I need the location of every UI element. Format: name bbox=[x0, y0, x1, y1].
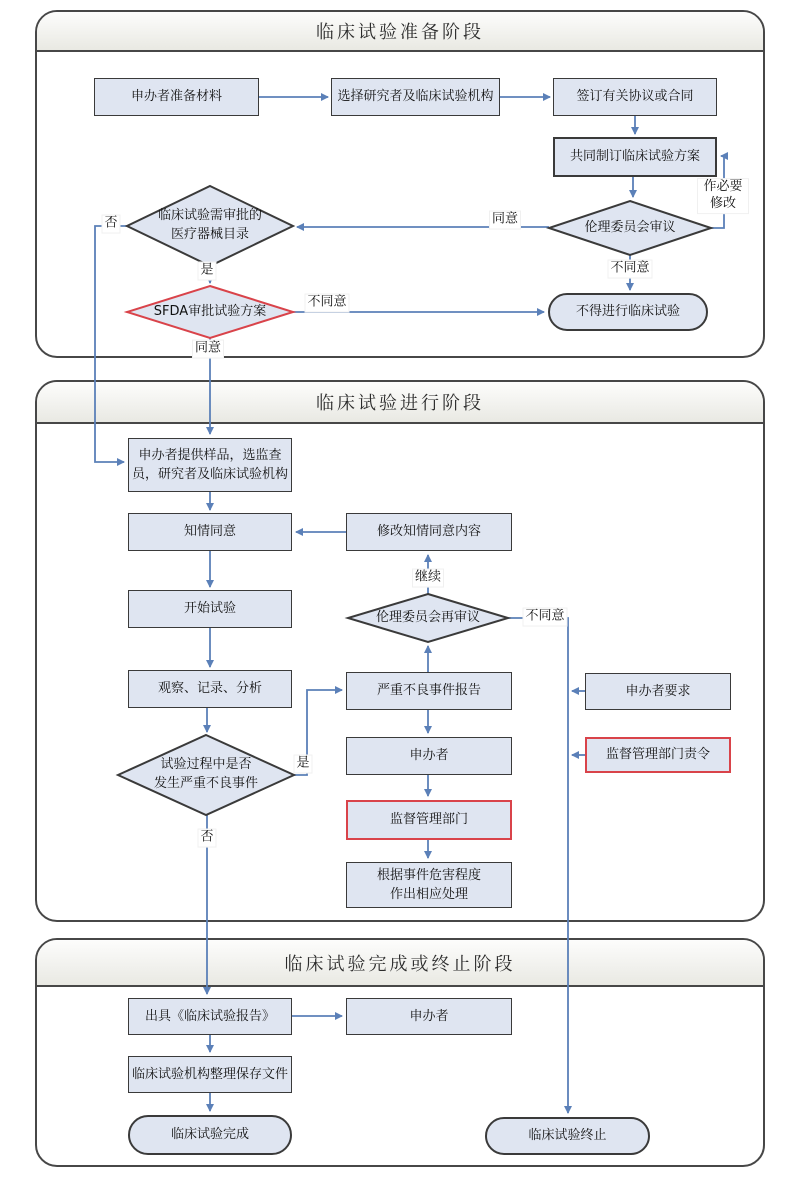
node-sae-report bbox=[346, 672, 512, 710]
node-sign-agreement-label: 签订有关协议或合同 bbox=[576, 89, 694, 105]
sponsor-mid-label: 申办者 bbox=[409, 748, 449, 764]
node-supervision-dept bbox=[346, 800, 512, 840]
sfda-approval-label: SFDA审批试验方案 bbox=[153, 303, 267, 319]
node-start-trial bbox=[128, 590, 292, 628]
make-changes-line1: 作必要 bbox=[703, 179, 743, 195]
diamond-catalog-decision bbox=[127, 186, 293, 266]
edge-label-ethics-agree: 同意 bbox=[489, 211, 521, 230]
node-sponsor-request bbox=[585, 673, 731, 710]
edge-label-adverse-yes: 是 bbox=[293, 755, 312, 774]
node-sponsor-mid bbox=[346, 737, 512, 775]
node-prepare-materials bbox=[94, 78, 259, 116]
diamond-ethics-rereview bbox=[348, 594, 508, 642]
supervision-order-label: 监督管理部门责令 bbox=[605, 747, 710, 763]
node-supervision-order bbox=[585, 737, 731, 773]
node-trial-complete bbox=[128, 1115, 292, 1155]
adverse-decision-line1: 试验过程中是否 bbox=[160, 757, 252, 773]
connector-catalog-no-to-samples bbox=[95, 226, 127, 462]
provide-samples-line2: 员，研究者及临床试验机构 bbox=[131, 467, 288, 482]
node-modify-consent bbox=[346, 513, 512, 551]
sponsor-final-label: 申办者 bbox=[409, 1008, 449, 1024]
edge-label-ethics-disagree: 不同意 bbox=[607, 260, 652, 279]
edge-label-rereview-disagree: 不同意 bbox=[522, 608, 567, 627]
node-handle-event bbox=[346, 862, 512, 908]
section-final-title: 临床试验完成或终止阶段 bbox=[284, 953, 516, 975]
diamond-ethics-review bbox=[549, 201, 711, 255]
node-provide-samples bbox=[128, 438, 292, 492]
edge-label-catalog-no: 否 bbox=[101, 215, 120, 234]
catalog-decision-line2: 医疗器械目录 bbox=[170, 227, 249, 242]
node-no-trial-label: 不得进行临床试验 bbox=[575, 304, 680, 320]
make-changes-line2: 修改 bbox=[709, 196, 736, 211]
node-trial-terminate bbox=[485, 1117, 650, 1155]
ethics-review-label: 伦理委员会审议 bbox=[584, 219, 676, 235]
edge-label-adverse-no: 否 bbox=[197, 829, 216, 848]
edge-label-sfda-agree: 同意 bbox=[192, 340, 224, 359]
catalog-decision-line1: 临床试验需审批的 bbox=[157, 208, 262, 224]
observe-record-label: 观察、记录、分析 bbox=[157, 681, 262, 697]
node-issue-report bbox=[128, 998, 292, 1035]
provide-samples-line1: 申办者提供样品，选监查 bbox=[138, 447, 282, 463]
node-sponsor-final bbox=[346, 998, 512, 1035]
archive-files-label: 临床试验机构整理保存文件 bbox=[131, 1066, 288, 1082]
node-informed-consent bbox=[128, 513, 292, 551]
sponsor-request-label: 申办者要求 bbox=[625, 683, 691, 699]
connector-rereview-disagree-to-terminate bbox=[508, 618, 568, 1113]
issue-report-label: 出具《临床试验报告》 bbox=[144, 1008, 275, 1024]
edge-label-continue: 继续 bbox=[412, 569, 444, 588]
ethics-rereview-label: 伦理委员会再审议 bbox=[375, 609, 480, 625]
node-draft-protocol-label: 共同制订临床试验方案 bbox=[569, 149, 700, 165]
node-select-researcher bbox=[331, 78, 500, 116]
adverse-decision-line2: 发生严重不良事件 bbox=[153, 776, 258, 791]
node-draft-protocol bbox=[553, 137, 717, 177]
diamond-sfda-approval bbox=[127, 286, 293, 338]
edge-label-make-changes bbox=[697, 178, 749, 214]
sae-report-label: 严重不良事件报告 bbox=[376, 683, 481, 699]
edge-label-sfda-disagree: 不同意 bbox=[304, 294, 349, 313]
trial-complete-label: 临床试验完成 bbox=[170, 1127, 249, 1143]
node-select-researcher-label: 选择研究者及临床试验机构 bbox=[337, 89, 494, 105]
trial-terminate-label: 临床试验终止 bbox=[528, 1128, 607, 1144]
node-no-trial bbox=[548, 293, 708, 331]
edge-label-catalog-yes: 是 bbox=[197, 262, 216, 281]
diamond-adverse-decision bbox=[118, 735, 294, 815]
section-preparation-title: 临床试验准备阶段 bbox=[316, 22, 484, 43]
supervision-dept-label: 监督管理部门 bbox=[389, 812, 468, 828]
handle-event-line2: 作出相应处理 bbox=[389, 887, 468, 902]
modify-consent-label: 修改知情同意内容 bbox=[376, 524, 481, 540]
node-prepare-materials-label: 申办者准备材料 bbox=[130, 89, 222, 105]
node-archive-files bbox=[128, 1056, 292, 1093]
section-conduct-title: 临床试验进行阶段 bbox=[316, 393, 484, 414]
handle-event-line1: 根据事件危害程度 bbox=[376, 867, 481, 883]
informed-consent-label: 知情同意 bbox=[183, 524, 236, 540]
start-trial-label: 开始试验 bbox=[183, 601, 236, 617]
node-sign-agreement bbox=[553, 78, 717, 116]
node-observe-record bbox=[128, 670, 292, 708]
